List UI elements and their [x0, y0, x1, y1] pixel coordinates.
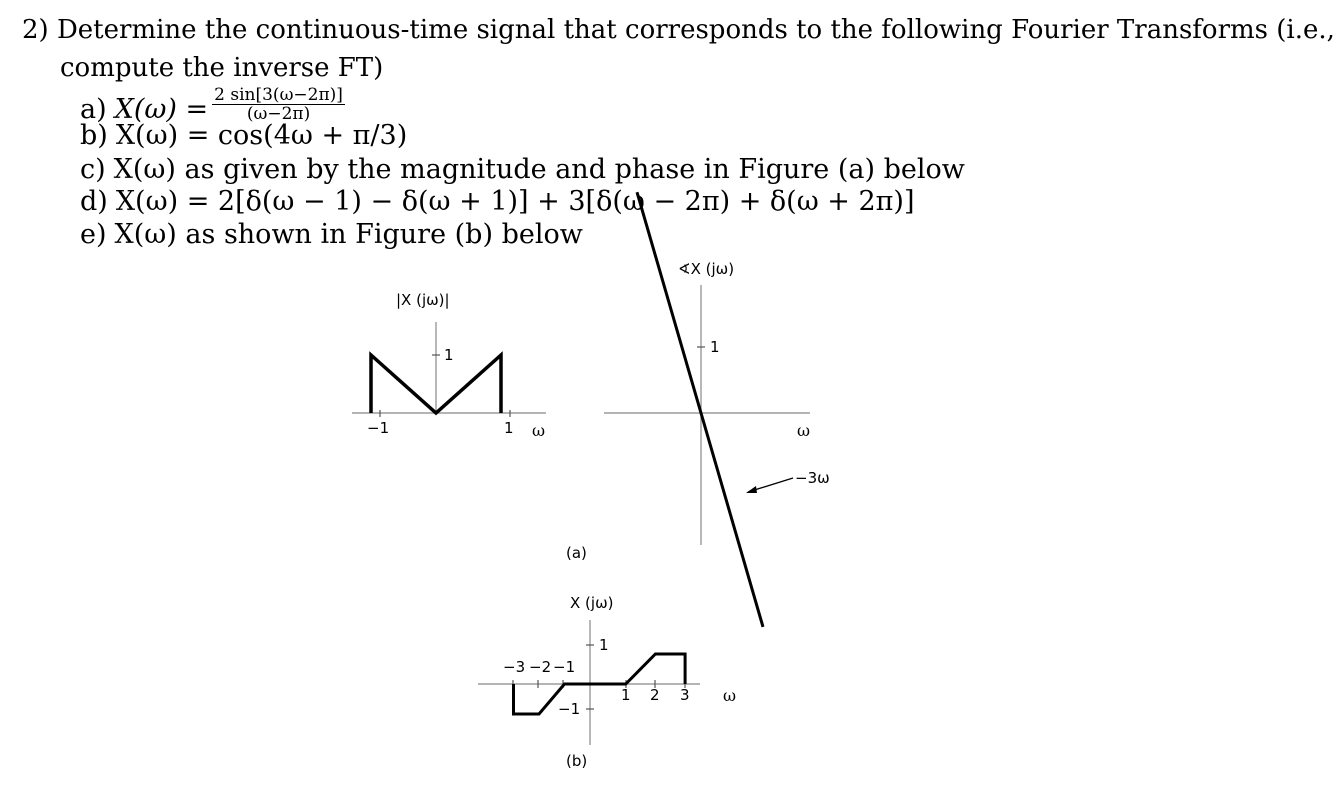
fig-b-xtick-m3-label: −3	[503, 658, 526, 676]
magnitude-ylabel: |X (jω)|	[396, 291, 450, 309]
phase-xlabel: ω	[797, 421, 811, 440]
magnitude-plot	[352, 322, 546, 417]
problem-intro-line1: 2) Determine the continuous-time signal that corresponds to the following Fourier Transforms (i.e.,	[22, 15, 1335, 45]
magnitude-xlabel: ω	[532, 421, 546, 440]
fig-b-xtick-m2-label: −2	[529, 658, 552, 676]
part-b-marker: b)	[80, 120, 108, 151]
fig-b-ytick-pos-label: 1	[599, 636, 609, 654]
problem-intro-line2: compute the inverse FT)	[60, 53, 384, 83]
phase-ytick-label: 1	[710, 338, 720, 356]
phase-line	[637, 192, 763, 627]
magnitude-xtick-neg-label: −1	[367, 419, 390, 437]
part-d-text: X(ω) = 2[δ(ω − 1) − δ(ω + 1)] + 3[δ(ω − 2π) + δ(ω + 2π)]	[115, 186, 915, 217]
phase-annotation: −3ω	[795, 469, 830, 487]
fig-b-xtick-p1-label: 1	[621, 686, 631, 704]
figure-b-plot	[478, 620, 700, 745]
fig-b-xtick-p2-label: 2	[650, 686, 660, 704]
figure-b-caption: (b)	[566, 752, 588, 770]
part-b-text: X(ω) = cos(4ω + π/3)	[115, 120, 408, 151]
magnitude-xtick-pos-label: 1	[504, 419, 514, 437]
fig-b-xlabel: ω	[723, 686, 737, 705]
figure-a-caption: (a)	[566, 544, 587, 562]
part-a-lhs: X(ω) =	[114, 94, 209, 125]
phase-plot	[604, 192, 810, 627]
part-c-text: X(ω) as given by the magnitude and phase in Figure (a) below	[113, 154, 965, 185]
part-a-denominator: (ω−2π)	[246, 104, 311, 124]
magnitude-ytick-label: 1	[444, 346, 454, 364]
part-a-numerator: 2 sin[3(ω−2π)]	[214, 85, 343, 105]
part-e-text: X(ω) as shown in Figure (b) below	[114, 219, 583, 250]
fig-b-xtick-m1-label: −1	[553, 658, 576, 676]
part-a-marker: a)	[80, 94, 107, 125]
fig-b-ytick-neg-label: −1	[558, 700, 581, 718]
phase-arrowhead	[746, 486, 757, 493]
part-d-marker: d)	[80, 186, 108, 217]
part-c-marker: c)	[80, 154, 106, 185]
fig-b-xtick-p3-label: 3	[680, 686, 690, 704]
fig-b-ylabel: X (jω)	[570, 594, 614, 612]
phase-ylabel: ∢X (jω)	[678, 260, 735, 278]
part-e-marker: e)	[80, 219, 107, 250]
